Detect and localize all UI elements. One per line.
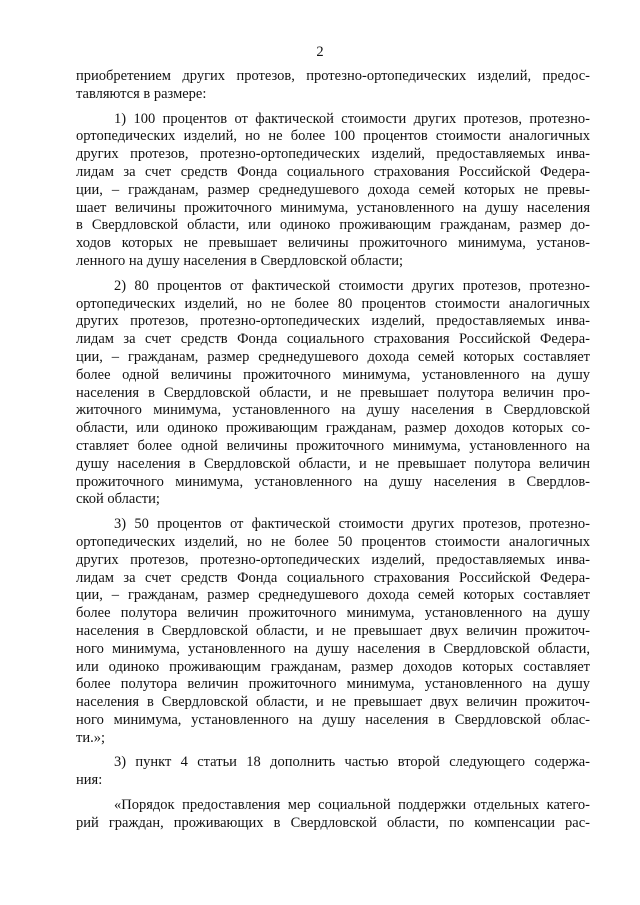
paragraph-item-2	[76, 278, 590, 509]
text-line: лидам за счет средств Фонда социального страхования Российской Федера-	[76, 569, 590, 586]
text-line: населения в Свердловской области, и не превышает двух величин прожиточ-	[76, 622, 590, 639]
text-line: или одиноко проживающим гражданам, размер доходов которых составляет	[76, 658, 590, 675]
text-line: других протезов, протезно-ортопедических изделий, предоставляемых инва-	[76, 313, 590, 330]
text-line: ции, – гражданам, размер среднедушевого дохода семей которых составляет	[76, 587, 590, 604]
text-line: ленного на душу населения в Свердловской области;	[76, 252, 404, 269]
page-number: 2	[316, 44, 324, 60]
paragraph-amendment-3	[76, 754, 590, 790]
text-line: рий граждан, проживающих в Свердловской области, по компенсации рас-	[76, 814, 590, 831]
text-line: ного минимума, установленного на душу населения в Свердловской области,	[76, 640, 590, 657]
text-line: лидам за счет средств Фонда социального страхования Российской Федера-	[76, 331, 590, 348]
text-line: «Порядок предоставления мер социальной поддержки отдельных катего-	[114, 797, 590, 814]
text-line: 1) 100 процентов от фактической стоимости других протезов, протезно-	[114, 110, 590, 127]
text-line: ного минимума, установленного на душу населения в Свердловской облас-	[76, 711, 590, 728]
text-line: области, или одиноко проживающим гражданам, размер доходов которых со-	[76, 420, 590, 437]
paragraph-quoted-text	[76, 797, 590, 833]
text-line: более одной величины прожиточного минимума, установленного на душу	[76, 366, 590, 383]
text-line: ской области;	[76, 491, 160, 508]
text-line: 3) 50 процентов от фактической стоимости других протезов, протезно-	[114, 516, 590, 533]
text-line: ти.»;	[76, 729, 105, 746]
paragraph-item-1	[76, 111, 590, 271]
text-line: ортопедических изделий, но не более 100 процентов стоимости аналогичных	[76, 128, 590, 145]
text-line: более полутора величин прожиточного минимума, установленного на душу	[76, 676, 590, 693]
text-line: других протезов, протезно-ортопедических изделий, предоставляемых инва-	[76, 551, 590, 568]
text-line: ортопедических изделий, но не более 50 процентов стоимости аналогичных	[76, 533, 590, 550]
text-line: более полутора величин прожиточного минимума, установленного на душу	[76, 605, 590, 622]
text-line: ставляет более одной величины прожиточного минимума, установленного на	[76, 437, 590, 454]
text-line: приобретением других протезов, протезно-ортопедических изделий, предос-	[76, 68, 590, 84]
text-line: житочного минимума, установленного на душу населения в Свердловской	[76, 402, 590, 419]
text-line: 2) 80 процентов от фактической стоимости других протезов, протезно-	[114, 277, 590, 294]
text-line: шает величины прожиточного минимума, установленного на душу населения	[76, 199, 590, 216]
text-line: ции, – гражданам, размер среднедушевого дохода семей которых составляет	[76, 348, 590, 365]
text-line: лидам за счет средств Фонда социального страхования Российской Федера-	[76, 163, 590, 180]
text-line: ортопедических изделий, но не более 80 процентов стоимости аналогичных	[76, 295, 590, 312]
text-line: других протезов, протезно-ортопедических изделий, предоставляемых инва-	[76, 146, 590, 163]
paragraph-item-3	[76, 516, 590, 747]
text-line: душу населения в Свердловской области, и не превышает полутора величин	[76, 455, 590, 472]
text-line: тавляются в размере:	[76, 85, 207, 102]
text-line: в Свердловской области, или одиноко проживающим гражданам, размер до-	[76, 217, 590, 234]
text-line: ния:	[76, 772, 103, 789]
document-body	[76, 68, 590, 840]
text-line: 3) пункт 4 статьи 18 дополнить частью второй следующего содержа-	[114, 754, 590, 771]
text-line: прожиточного минимума, установленного на душу населения в Свердлов-	[76, 473, 590, 490]
paragraph-continuation	[76, 68, 590, 104]
text-line: ходов которых не превышает величины прожиточного минимума, установ-	[76, 235, 590, 252]
text-line: населения в Свердловской области, и не превышает полутора величин про-	[76, 384, 590, 401]
text-line: населения в Свердловской области, и не превышает двух величин прожиточ-	[76, 694, 590, 711]
text-line: ции, – гражданам, размер среднедушевого дохода семей которых не превы-	[76, 181, 590, 198]
